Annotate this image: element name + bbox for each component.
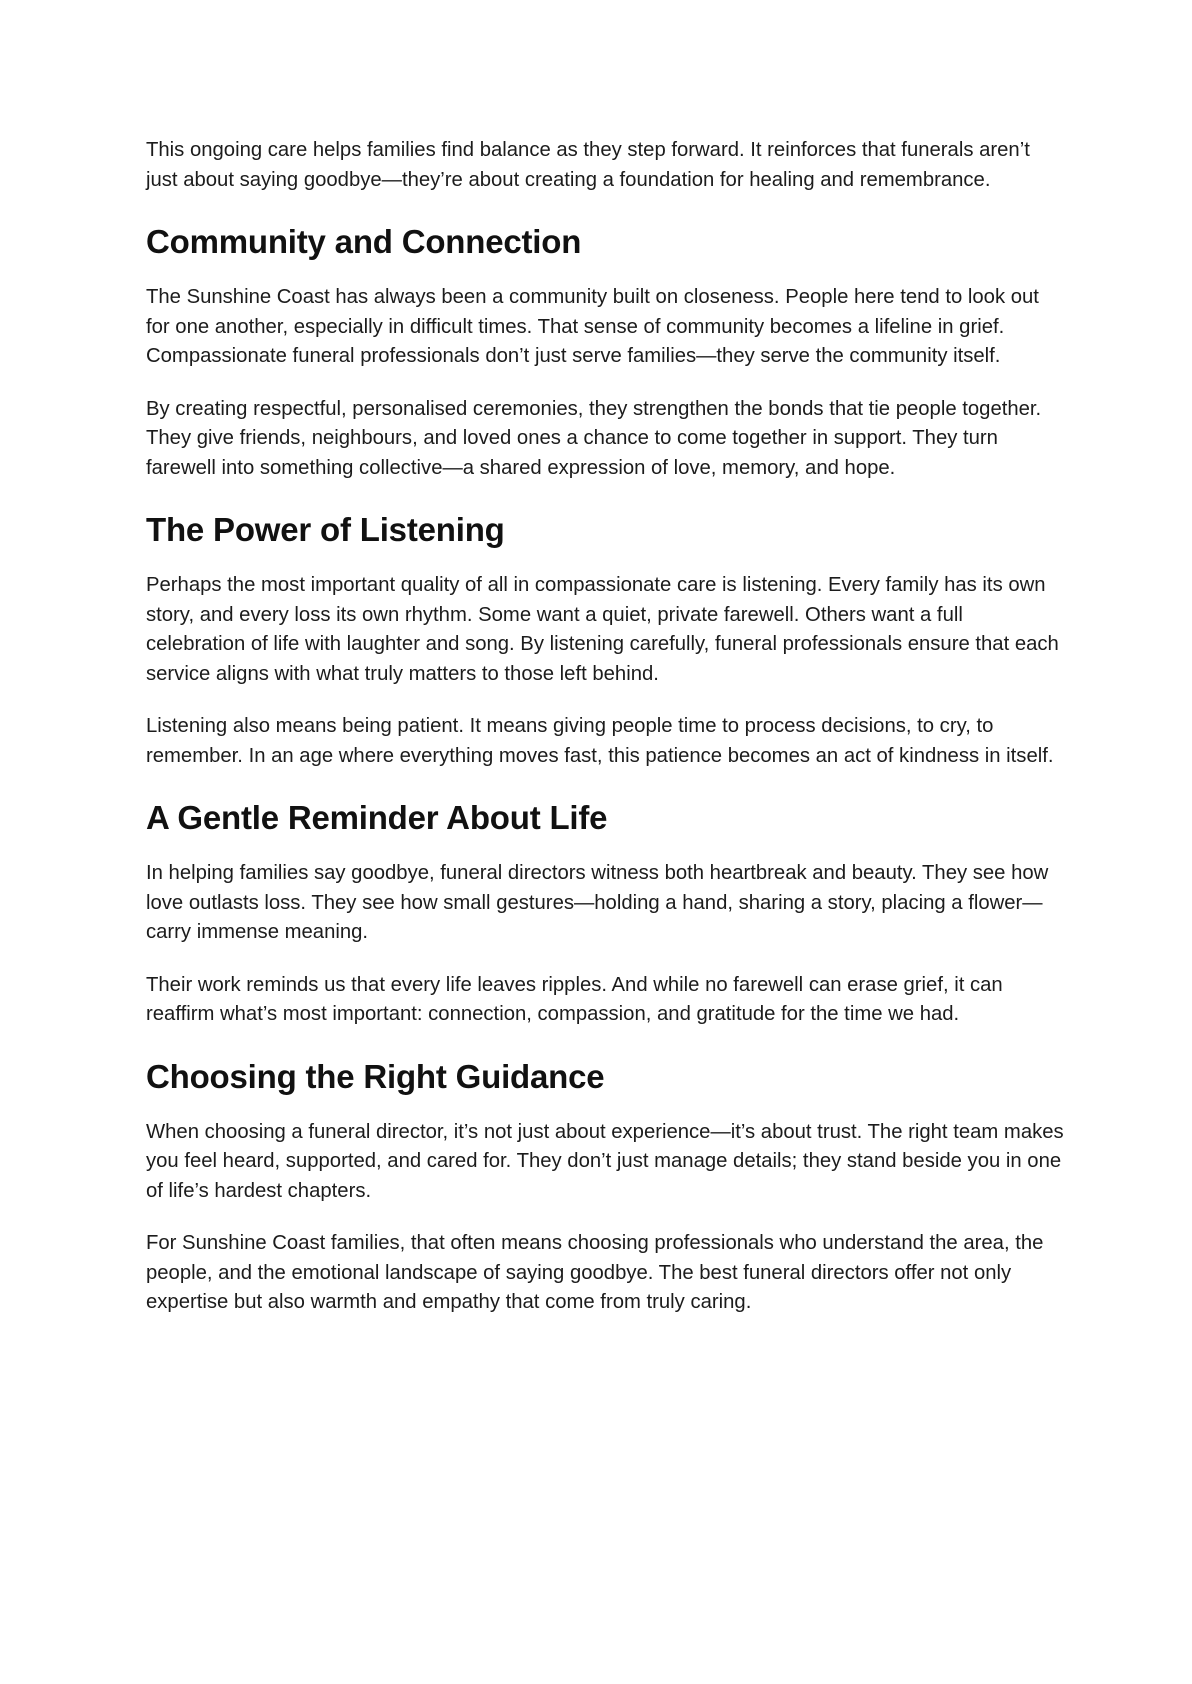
paragraph: Their work reminds us that every life leaves ripples. And while no farewell can erase grief, it can reaffirm what’s most important: connection, compassion, and gratitude for the time we had.	[146, 973, 1003, 1025]
paragraph: Perhaps the most important quality of all in compassionate care is listening. Every family has its own story, and every loss its own rhythm. Some want a quiet, private farewell. Others want a full celebration of life with laughter and song. By listening carefully, funeral professionals ensure that each service aligns with what truly matters to those left behind.	[146, 574, 1059, 685]
heading-gentle-reminder-about-life: A Gentle Reminder About Life	[146, 799, 608, 836]
paragraph: In helping families say goodbye, funeral directors witness both heartbreak and beauty. They see how love outlasts loss. They see how small gestures—holding a hand, sharing a story, placing a flower—carry immense meaning.	[146, 862, 1049, 943]
intro-paragraph: This ongoing care helps families find balance as they step forward. It reinforces that funerals aren’t just about saying goodbye—they’re about creating a foundation for healing and remembrance.	[146, 139, 1030, 191]
document-page	[146, 136, 1066, 1341]
heading-power-of-listening: The Power of Listening	[146, 511, 505, 548]
paragraph: When choosing a funeral director, it’s not just about experience—it’s about trust. The right team makes you feel heard, supported, and cared for. They don’t just manage details; they stand beside you in one of life’s hardest chapters.	[146, 1120, 1064, 1202]
paragraph: The Sunshine Coast has always been a community built on closeness. People here tend to look out for one another, especially in difficult times. That sense of community becomes a lifeline in grief. Compassionate funeral professionals don’t just serve families—they serve the community itself.	[146, 286, 1039, 367]
paragraph: For Sunshine Coast families, that often means choosing professionals who understand the area, the people, and the emotional landscape of saying goodbye. The best funeral directors offer not only expertise but also warmth and empathy that come from truly caring.	[146, 1232, 1044, 1313]
paragraph: Listening also means being patient. It means giving people time to process decisions, to cry, to remember. In an age where everything moves fast, this patience becomes an act of kindness in itself.	[146, 715, 1054, 767]
heading-community-and-connection: Community and Connection	[146, 223, 582, 260]
paragraph: By creating respectful, personalised ceremonies, they strengthen the bonds that tie people together. They give friends, neighbours, and loved ones a chance to come together in support. They turn farewell into something collective—a shared expression of love, memory, and hope.	[146, 397, 1042, 479]
heading-choosing-the-right-guidance: Choosing the Right Guidance	[146, 1057, 605, 1095]
